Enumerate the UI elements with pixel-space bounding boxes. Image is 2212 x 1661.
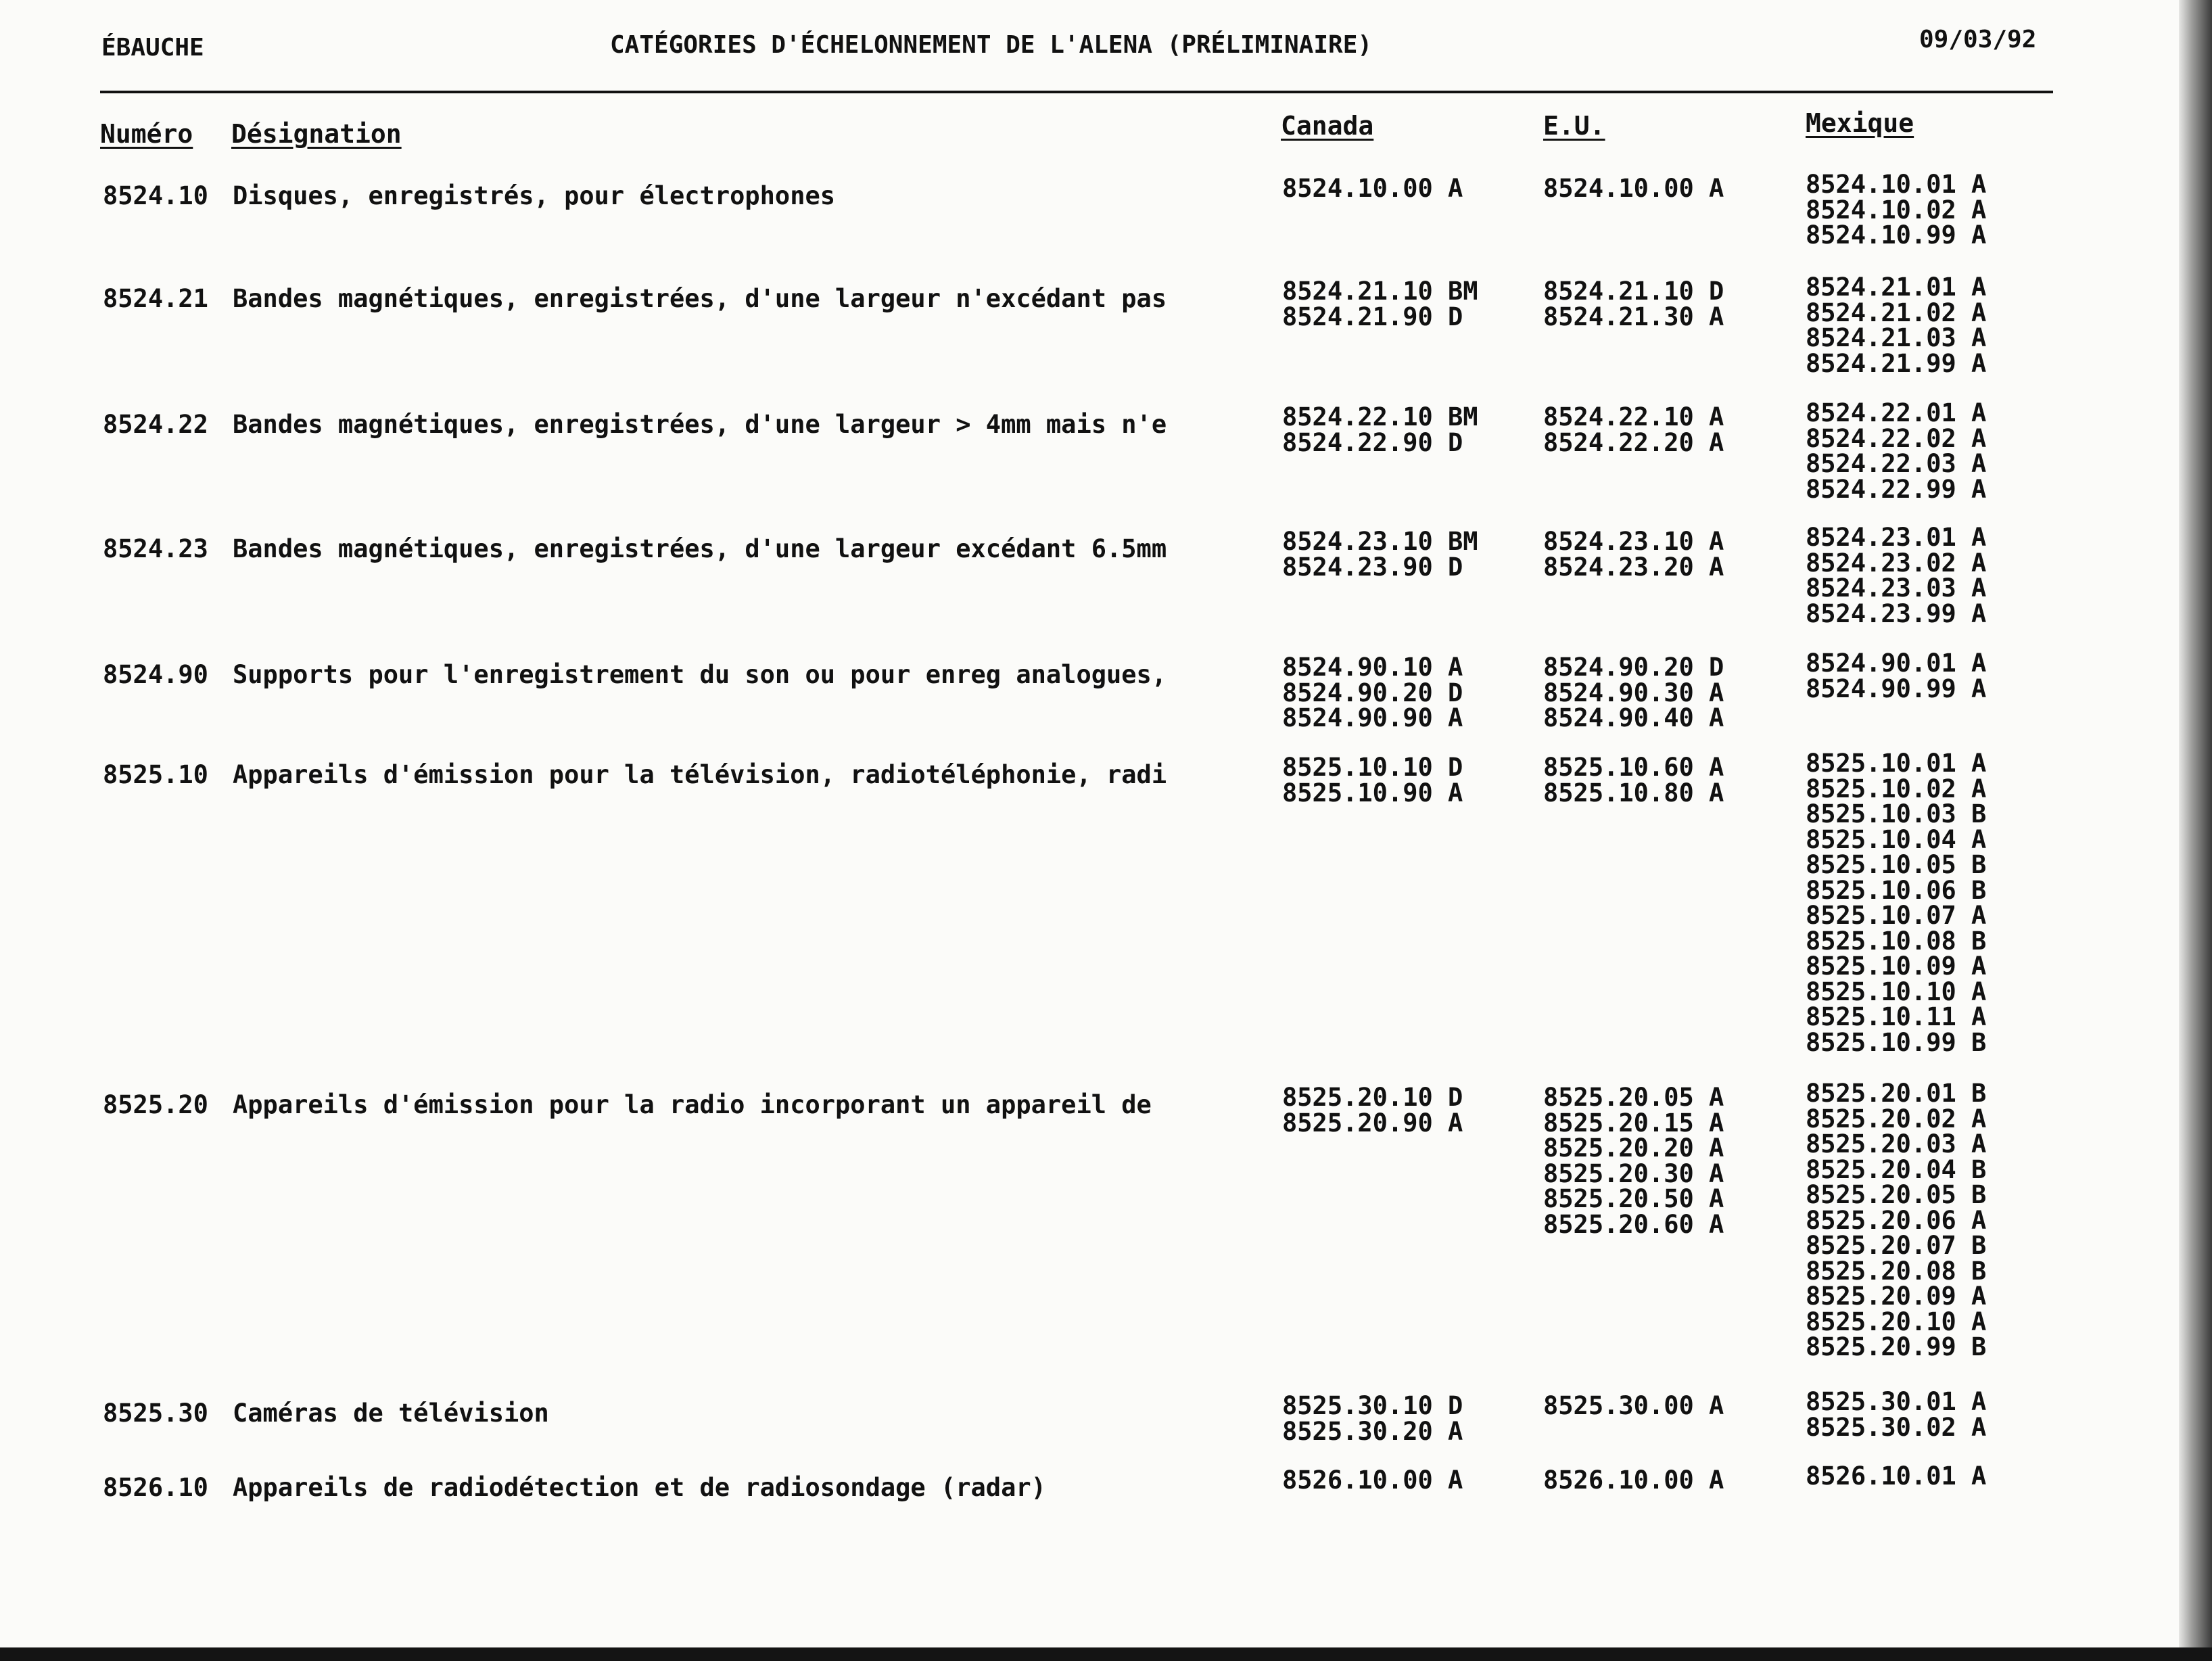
row-mexique-codes: 8525.10.01 A 8525.10.02 A 8525.10.03 B 8525.10.04 A 8525.10.05 B 8525.10.06 B 8525.10.07 A 8525.10.08 B 8525.10.09 A 8525.10.10 A 8525.10.11 A 8525.10.99 B — [1806, 749, 1987, 1057]
row-code: 8525.30 — [103, 1399, 208, 1428]
row-mexique-codes: 8524.10.01 A 8524.10.02 A 8524.10.99 A — [1806, 170, 1987, 250]
row-eu-codes: 8524.22.10 A 8524.22.20 A — [1543, 402, 1724, 457]
row-eu-codes: 8524.21.10 D 8524.21.30 A — [1543, 277, 1724, 331]
row-code: 8524.23 — [103, 534, 208, 563]
row-code: 8525.20 — [103, 1090, 208, 1119]
row-code: 8524.90 — [103, 660, 208, 689]
row-mexique-codes: 8524.90.01 A 8524.90.99 A — [1806, 649, 1987, 703]
row-canada-codes: 8524.21.10 BM 8524.21.90 D — [1282, 277, 1478, 331]
row-mexique-codes: 8524.23.01 A 8524.23.02 A 8524.23.03 A 8524.23.99 A — [1806, 523, 1987, 628]
row-canada-codes: 8525.30.10 D 8525.30.20 A — [1282, 1391, 1463, 1446]
row-canada-codes: 8524.22.10 BM 8524.22.90 D — [1282, 402, 1478, 457]
row-eu-codes: 8525.20.05 A 8525.20.15 A 8525.20.20 A 8525.20.30 A 8525.20.50 A 8525.20.60 A — [1543, 1083, 1724, 1239]
row-code: 8524.22 — [103, 410, 208, 439]
row-canada-codes: 8526.10.00 A — [1282, 1466, 1463, 1495]
row-canada-codes: 8525.20.10 D 8525.20.90 A — [1282, 1083, 1463, 1138]
row-eu-codes: 8524.10.00 A — [1543, 174, 1724, 203]
row-eu-codes: 8525.10.60 A 8525.10.80 A — [1543, 753, 1724, 808]
row-designation: Disques, enregistrés, pour électrophones — [233, 181, 836, 210]
row-designation: Appareils d'émission pour la radio incorporant un appareil de — [233, 1090, 1152, 1119]
row-canada-codes: 8525.10.10 D 8525.10.90 A — [1282, 753, 1463, 808]
column-header-canada: Canada — [1281, 111, 1374, 141]
row-code: 8524.10 — [103, 181, 208, 210]
row-designation: Bandes magnétiques, enregistrées, d'une largeur excédant 6.5mm — [233, 534, 1167, 563]
row-designation: Supports pour l'enregistrement du son ou pour enreg analogues, — [233, 660, 1167, 689]
row-designation: Bandes magnétiques, enregistrées, d'une largeur > 4mm mais n'e — [233, 410, 1167, 439]
row-canada-codes: 8524.10.00 A — [1282, 174, 1463, 203]
column-header-mexique: Mexique — [1806, 108, 1914, 138]
row-designation: Caméras de télévision — [233, 1399, 549, 1428]
row-mexique-codes: 8524.21.01 A 8524.21.02 A 8524.21.03 A 8524.21.99 A — [1806, 273, 1987, 378]
column-header-eu: E.U. — [1543, 111, 1605, 141]
row-designation: Appareils d'émission pour la télévision, radiotéléphonie, radi — [233, 760, 1167, 789]
row-mexique-codes: 8525.30.01 A 8525.30.02 A — [1806, 1387, 1987, 1442]
row-mexique-codes: 8524.22.01 A 8524.22.02 A 8524.22.03 A 8524.22.99 A — [1806, 398, 1987, 504]
scan-edge-shadow — [2179, 0, 2212, 1661]
row-eu-codes: 8524.23.10 A 8524.23.20 A — [1543, 527, 1724, 582]
row-designation: Appareils de radiodétection et de radiosondage (radar) — [233, 1473, 1046, 1502]
row-designation: Bandes magnétiques, enregistrées, d'une largeur n'excédant pas — [233, 284, 1167, 313]
document-title: CATÉGORIES D'ÉCHELONNEMENT DE L'ALENA (PRÉLIMINAIRE) — [610, 31, 1373, 59]
column-header-numero: Numéro — [100, 119, 193, 149]
row-eu-codes: 8526.10.00 A — [1543, 1466, 1724, 1495]
row-mexique-codes: 8526.10.01 A — [1806, 1461, 1987, 1491]
header-rule — [100, 91, 2053, 93]
row-mexique-codes: 8525.20.01 B 8525.20.02 A 8525.20.03 A 8525.20.04 B 8525.20.05 B 8525.20.06 A 8525.20.07 B 8525.20.08 B 8525.20.09 A 8525.20.10 A 8525.20.99 B — [1806, 1079, 1987, 1361]
draft-label: ÉBAUCHE — [101, 34, 204, 62]
row-code: 8524.21 — [103, 284, 208, 313]
scan-bottom-edge — [0, 1647, 2212, 1661]
row-eu-codes: 8524.90.20 D 8524.90.30 A 8524.90.40 A — [1543, 653, 1724, 732]
column-header-designation: Désignation — [231, 119, 402, 149]
row-code: 8525.10 — [103, 760, 208, 789]
row-canada-codes: 8524.90.10 A 8524.90.20 D 8524.90.90 A — [1282, 653, 1463, 732]
row-code: 8526.10 — [103, 1473, 208, 1502]
document-date: 09/03/92 — [1919, 26, 2037, 53]
row-eu-codes: 8525.30.00 A — [1543, 1391, 1724, 1420]
row-canada-codes: 8524.23.10 BM 8524.23.90 D — [1282, 527, 1478, 582]
